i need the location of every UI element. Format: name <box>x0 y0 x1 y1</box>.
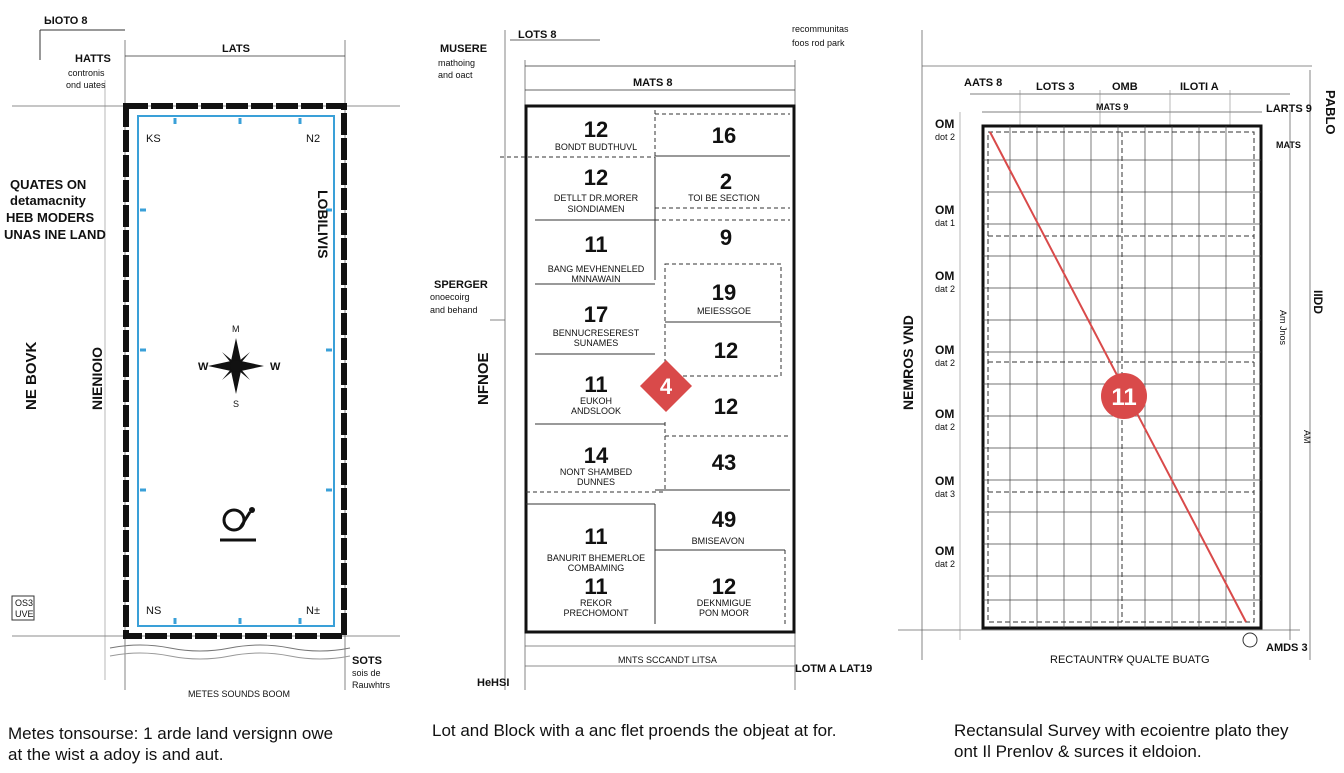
svg-text:11: 11 <box>584 524 608 549</box>
p1-corner-sw: NS <box>146 605 162 617</box>
p1-left-note-2: contronis <box>68 68 105 78</box>
p2-left-note-3: and oact <box>438 70 473 80</box>
p1-top-label: ЫОТО 8 <box>44 15 88 27</box>
svg-text:9: 9 <box>719 225 733 250</box>
svg-text:16: 16 <box>711 123 737 148</box>
svg-text:11: 11 <box>584 232 608 257</box>
svg-text:2: 2 <box>719 169 733 194</box>
lot-l6 <box>560 443 633 487</box>
monument-icon <box>220 507 256 540</box>
svg-text:dat 2: dat 2 <box>935 284 956 294</box>
p2-mid-note-3: and behand <box>430 305 478 315</box>
compass-n: M <box>232 324 240 334</box>
p3-subheader: MATS 9 <box>1096 102 1129 112</box>
compass-w: W <box>198 361 209 373</box>
svg-text:4: 4 <box>659 374 673 399</box>
svg-text:dot 2: dot 2 <box>935 132 956 142</box>
p1-quote-3: HEB MODERS <box>6 210 95 225</box>
svg-text:49: 49 <box>711 507 737 532</box>
p1-left-note-1: HATTS <box>75 53 111 65</box>
svg-text:TOI BE SECTION: TOI BE SECTION <box>688 193 760 203</box>
svg-text:11: 11 <box>584 372 608 397</box>
svg-text:dat 2: dat 2 <box>935 422 956 432</box>
p1-lats: LATS <box>222 43 250 55</box>
panel-metes-bounds <box>4 15 400 699</box>
svg-text:EUKOH: EUKOH <box>579 396 613 406</box>
p1-corner-ne: N2 <box>306 133 321 145</box>
p2-bottom-text: MNTS SCCANDT LITSA <box>618 655 717 665</box>
p2-vertical-left: NFNOE <box>475 352 492 405</box>
p2-top-right-1: recommunitas <box>792 24 849 34</box>
lot-r2 <box>688 169 760 203</box>
svg-text:MNNAWAIN: MNNAWAIN <box>571 274 621 284</box>
caption-1-line-2: at the wist a adoy is and aut. <box>8 745 224 764</box>
svg-text:COMBAMING: COMBAMING <box>567 563 625 573</box>
p3-header-1: AATS 8 <box>964 77 1003 89</box>
p1-corner-nw: KS <box>146 133 161 145</box>
lot-l8 <box>564 574 630 618</box>
svg-text:DEKNMIGUE: DEKNMIGUE <box>696 598 752 608</box>
lot-l2 <box>554 165 639 214</box>
svg-text:11: 11 <box>584 574 608 599</box>
svg-text:BONDT BUDTHUVL: BONDT BUDTHUVL <box>554 142 638 152</box>
caption-2-line-1: Lot and Block with a anc flet proends the objeat at for. <box>432 721 837 740</box>
lot-r7 <box>712 450 736 475</box>
p1-bottom-text: METES SOUNDS BOOM <box>188 689 291 699</box>
survey-corner-icon <box>1243 633 1257 647</box>
svg-text:11: 11 <box>1111 384 1137 411</box>
p3-header-2: LOTS 3 <box>1036 81 1075 93</box>
lot-r5 <box>714 338 738 363</box>
svg-text:BENNUCRESEREST: BENNUCRESEREST <box>552 328 640 338</box>
p3-header-4: ILOTI A <box>1180 81 1219 93</box>
compass-s: S <box>233 399 240 409</box>
svg-text:DETLLT DR.MORER: DETLLT DR.MORER <box>553 193 639 203</box>
p3-row-label-7 <box>935 544 955 569</box>
caption-3-line-1: Rectansulal Survey with ecoientre plato they <box>954 721 1289 740</box>
svg-text:OM: OM <box>935 269 955 283</box>
compass-rose-icon <box>208 338 264 394</box>
p1-bottom-right-3: Rauwhtrs <box>352 680 391 690</box>
caption-lot-block <box>432 720 892 741</box>
caption-rectangular-survey <box>954 720 1342 762</box>
lot-r4 <box>697 280 751 316</box>
caption-metes-bounds <box>8 723 408 765</box>
svg-text:19: 19 <box>711 280 737 305</box>
p3-row-label-1 <box>935 117 955 142</box>
p3-vertical-left: NEMROS VND <box>900 315 916 410</box>
p3-right-vertical: PABLO <box>1323 90 1338 135</box>
p1-bottom-right-1: SOTS <box>352 655 382 667</box>
svg-text:OS3: OS3 <box>15 598 34 608</box>
svg-text:PON MOOR: PON MOOR <box>698 608 750 618</box>
p1-quote-2: detamacnity <box>10 193 86 208</box>
svg-text:ANDSLOOK: ANDSLOOK <box>570 406 622 416</box>
panel-lot-block <box>430 24 872 690</box>
lot-l5 <box>571 372 621 416</box>
svg-text:14: 14 <box>583 443 609 468</box>
lot-r9 <box>697 574 752 618</box>
p2-left-note-1: MUSERE <box>440 43 488 55</box>
svg-text:UVE: UVE <box>15 609 34 619</box>
p3-right-side-1: IIDD <box>1311 290 1325 314</box>
survey-marker-circle <box>1101 373 1147 419</box>
lot-r6 <box>714 394 738 419</box>
p1-vertical-right: LOBILIVIS <box>315 190 331 259</box>
p1-vertical-inner: NIENIOIO <box>89 346 105 410</box>
svg-text:12: 12 <box>711 574 737 599</box>
svg-text:BANURIT BHEMERLOE: BANURIT BHEMERLOE <box>546 553 646 563</box>
p3-row-label-4 <box>935 343 955 368</box>
lot-l3 <box>548 232 645 284</box>
p2-top-right-2: foos rod park <box>792 38 845 48</box>
svg-text:dat 2: dat 2 <box>935 559 956 569</box>
svg-text:12: 12 <box>583 117 609 142</box>
p1-quote-1: QUATES ON <box>10 177 87 192</box>
svg-text:NONT SHAMBED: NONT SHAMBED <box>559 467 633 477</box>
caption-3-line-2: ont Il Prenlov & surces it eldoion. <box>954 742 1202 761</box>
p1-corner-se: N± <box>306 605 320 617</box>
p3-row-label-6 <box>935 474 955 499</box>
p1-bottom-right-2: sois de <box>352 668 381 678</box>
p3-right-side-2: Am Jnos <box>1278 310 1288 346</box>
p2-top-label: LOTS 8 <box>518 29 557 41</box>
lot-l1 <box>555 117 637 152</box>
lot-marker-diamond <box>640 360 692 412</box>
p1-left-note-3: ond uates <box>66 80 106 90</box>
p2-mid-note-1: SPERGER <box>434 279 488 291</box>
lot-r3 <box>720 225 732 250</box>
p3-header-3: OMB <box>1112 81 1138 93</box>
panel-rectangular-survey <box>898 30 1338 666</box>
lot-l4 <box>553 302 640 348</box>
svg-text:DUNNES: DUNNES <box>576 477 616 487</box>
p3-right-side-3: AM <box>1302 430 1312 444</box>
svg-text:dat 3: dat 3 <box>935 489 956 499</box>
compass-e: W <box>270 361 281 373</box>
svg-text:SUNAMES: SUNAMES <box>573 338 619 348</box>
p2-bottom-right: LOTM A LAT19 <box>795 663 873 675</box>
svg-text:OM: OM <box>935 343 955 357</box>
svg-text:REKOR: REKOR <box>579 598 613 608</box>
svg-text:SIONDIAMEN: SIONDIAMEN <box>567 204 625 214</box>
svg-text:dat 2: dat 2 <box>935 358 956 368</box>
p3-row-label-5 <box>935 407 955 432</box>
svg-text:OM: OM <box>935 407 955 421</box>
svg-text:PRECHOMONT: PRECHOMONT <box>563 608 629 618</box>
svg-text:12: 12 <box>713 394 739 419</box>
p1-vertical-left: NE BOVK <box>23 341 40 410</box>
svg-text:12: 12 <box>583 165 609 190</box>
svg-text:17: 17 <box>583 302 609 327</box>
svg-text:OM: OM <box>935 544 955 558</box>
lot-r8 <box>692 507 745 546</box>
p2-mid-note-2: onoecoirg <box>430 292 470 302</box>
caption-1-line-1: Metes tonsourse: 1 arde land versignn owe <box>8 724 334 743</box>
svg-text:OM: OM <box>935 117 955 131</box>
p3-row-label-3 <box>935 269 955 294</box>
lot-l7 <box>547 524 645 573</box>
svg-text:MEIESSGOE: MEIESSGOE <box>696 306 752 316</box>
p2-block-title: MATS 8 <box>633 77 673 89</box>
p3-header-5: LARTS 9 <box>1266 103 1312 115</box>
p1-side-tag <box>12 596 34 620</box>
svg-text:OM: OM <box>935 203 955 217</box>
p3-bottom-text: RECTAUNTR¥ QUALTE BUATG <box>1050 654 1210 666</box>
svg-text:43: 43 <box>711 450 737 475</box>
p2-left-note-2: mathoing <box>438 58 476 68</box>
p1-quote-4: UNAS INE LAND <box>4 227 106 242</box>
lot-r1 <box>712 123 736 148</box>
p3-bottom-right: AMDS 3 <box>1266 642 1308 654</box>
svg-text:12: 12 <box>713 338 739 363</box>
svg-text:dat 1: dat 1 <box>935 218 956 228</box>
svg-text:OM: OM <box>935 474 955 488</box>
p3-row-label-2 <box>935 203 955 228</box>
svg-text:BANG MEVHENNELED: BANG MEVHENNELED <box>547 264 645 274</box>
p3-right-tag: MATS <box>1276 140 1301 150</box>
svg-text:BMISEAVON: BMISEAVON <box>691 536 745 546</box>
p2-bottom-left: HeHSI <box>477 677 510 689</box>
